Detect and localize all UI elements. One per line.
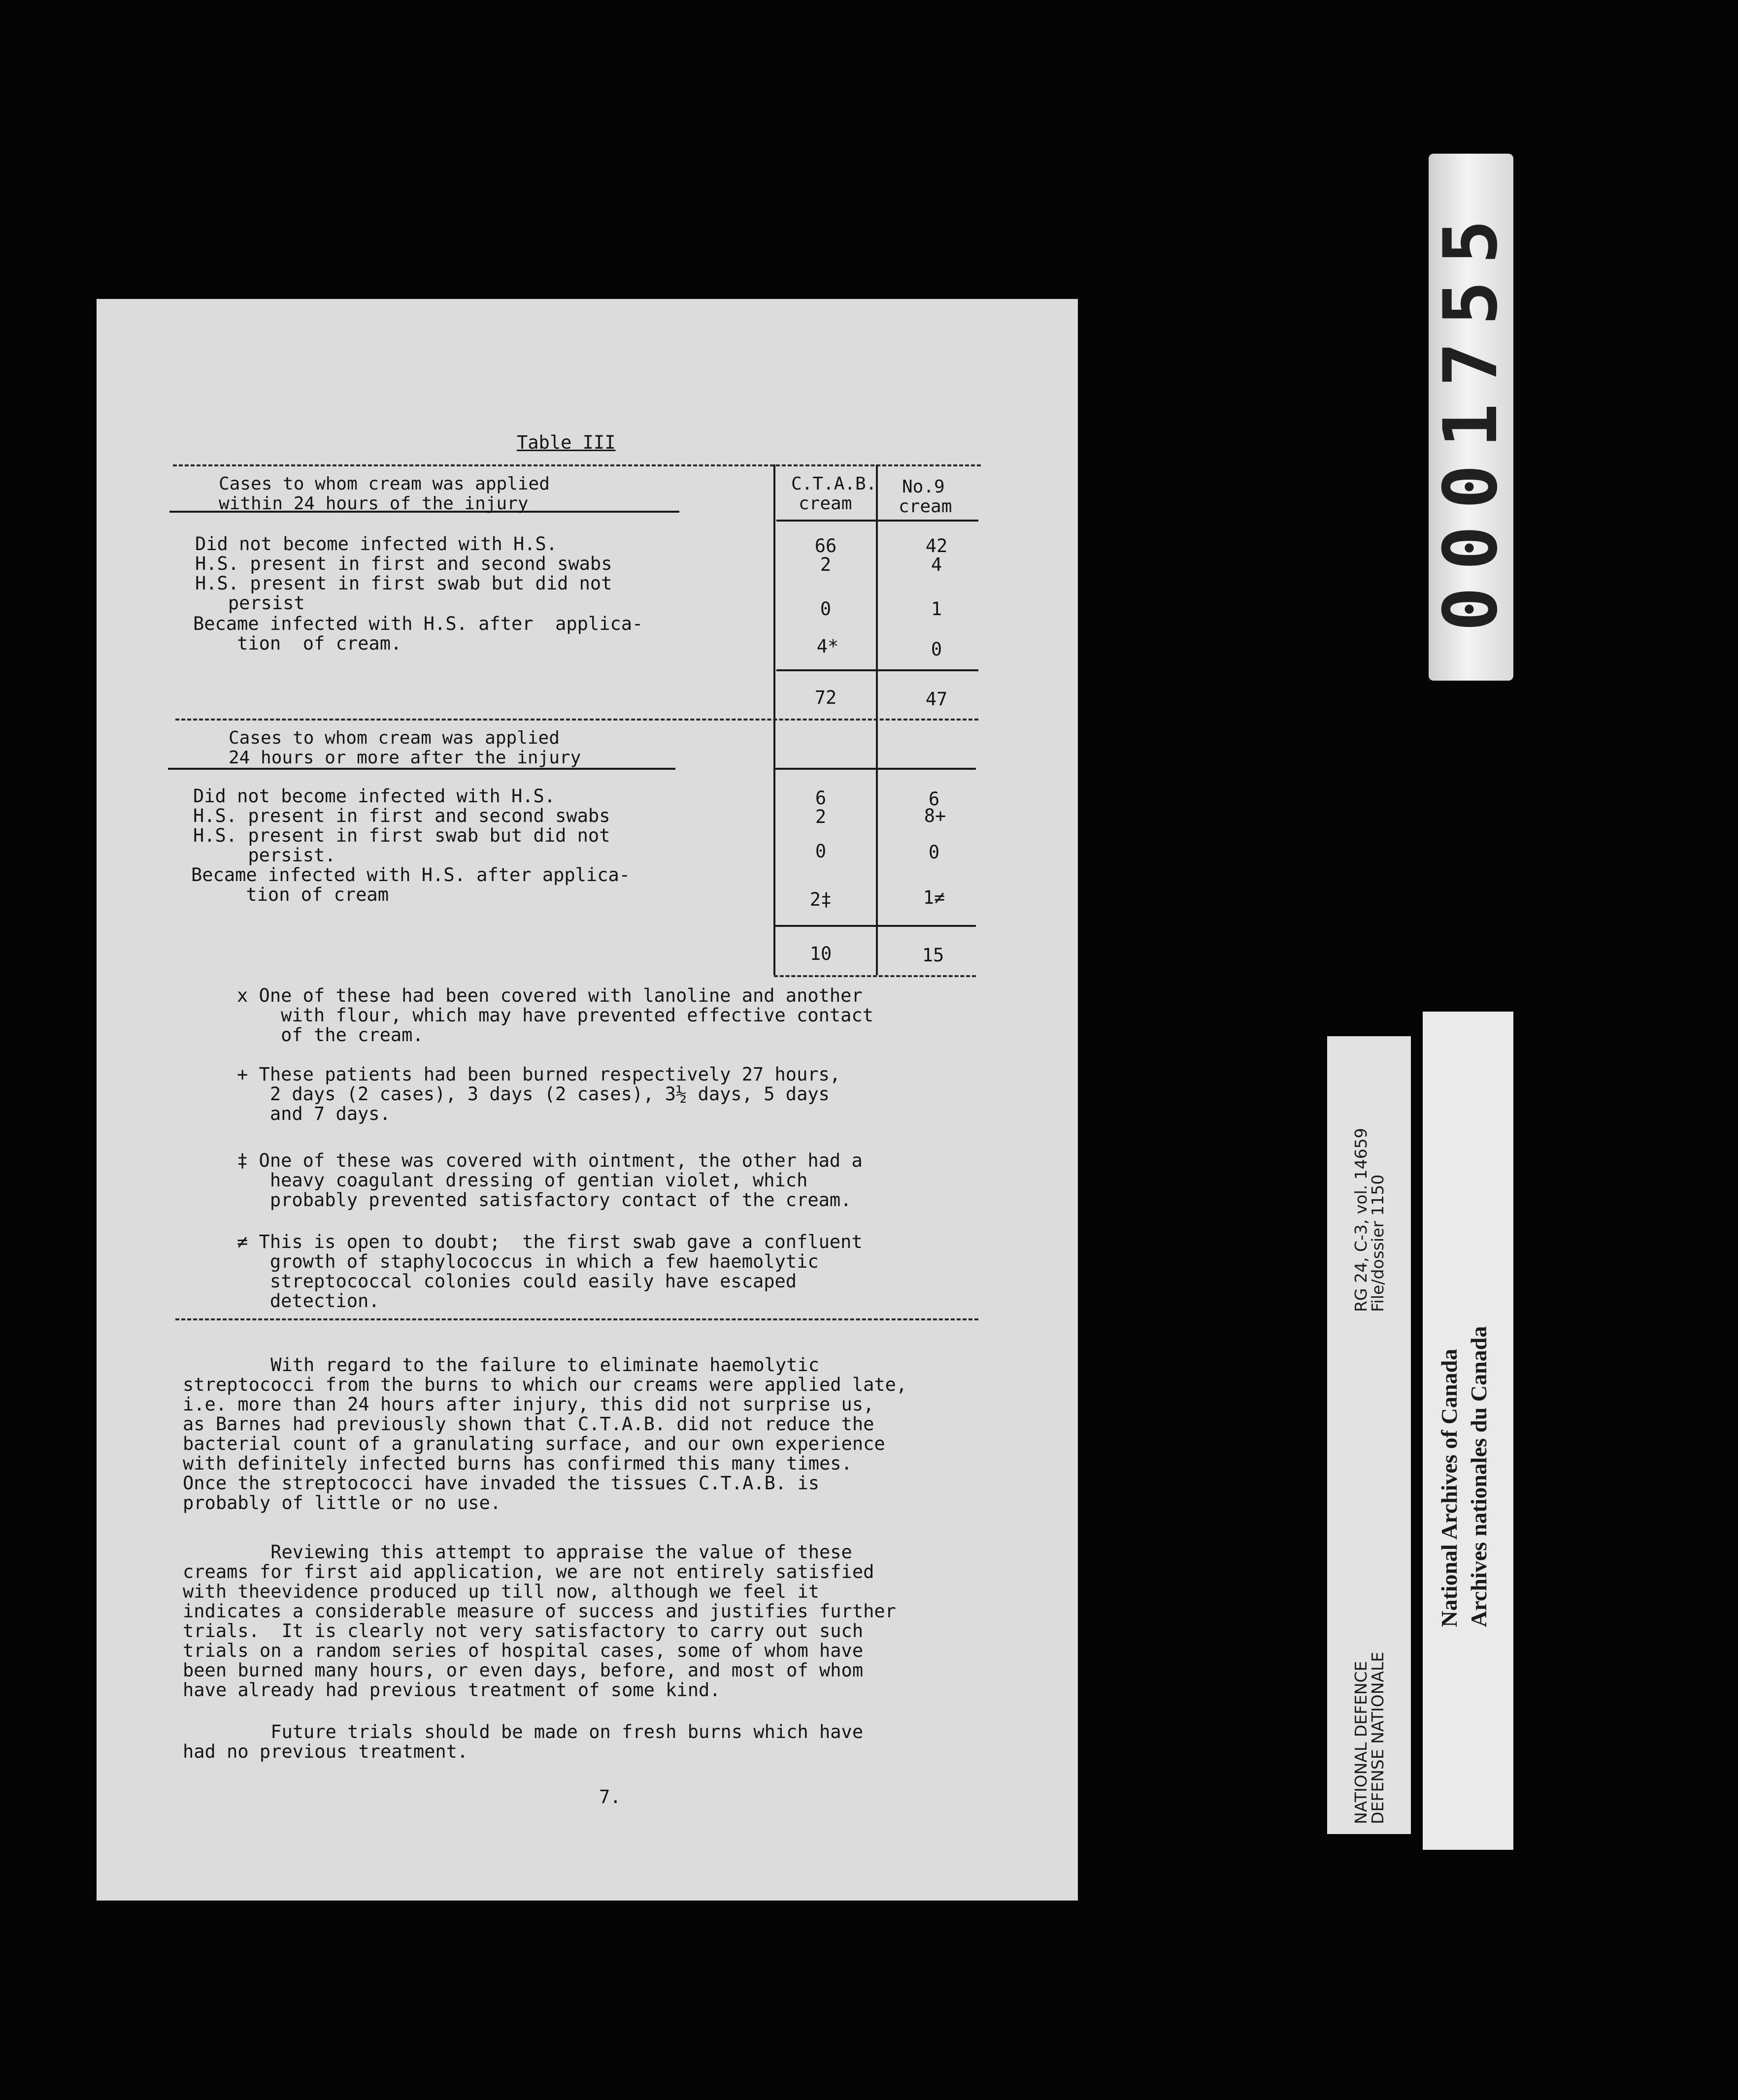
frame-number: 0001755 [1428,202,1514,632]
para1-line6: with definitely infected burns has confirmed this many times. [183,1453,852,1474]
s2-row4-label: Became infected with H.S. after applica- [191,864,631,886]
para1-line4: as Barnes had previously shown that C.T.A.B. did not reduce the [183,1413,874,1435]
footnote-plus-line2: 2 days (2 cases), 3 days (2 cases), 3½ days, 5 days [237,1083,830,1105]
section1-heading-line2: within 24 hours of the injury [219,493,529,514]
col2-header-line2: cream [899,496,952,517]
para2-line6: trials on a random series of hospital cases, some of whom have [183,1640,864,1661]
s1-row3-c2: 1 [931,598,942,620]
section1-heading-line1: Cases to whom cream was applied [219,474,550,494]
s2-total-c1: 10 [809,943,832,964]
s1-row3-label: H.S. present in first swab but did not [195,573,612,594]
document-page [97,299,1078,1901]
footnote-x-line3: of the cream. [237,1024,424,1046]
s1-total-c2: 47 [925,689,948,710]
footnote-x-line1: x One of these had been covered with lanoline and another [237,985,863,1006]
para1-line5: bacterial count of a granulating surface, and our own experience [183,1433,885,1454]
s2-row2-label: H.S. present in first and second swabs [193,805,610,826]
table-top-rule [173,464,981,466]
s1-row1-c2: 42 [925,535,948,557]
national-archives-label [1423,1012,1513,1850]
label-ref-line1: RG 24, C-3, vol. 14659 [1351,1128,1370,1312]
s1-row4-c1: 4* [816,636,839,657]
para3-line2: had no previous treatment. [183,1741,468,1762]
s2-row2-c2: 8+ [924,805,946,826]
label-archives-fr: Archives nationales du Canada [1466,1326,1491,1627]
s1-row2-label: H.S. present in first and second swabs [195,553,612,574]
footnotes-end-rule [175,1318,978,1320]
para2-line8: have already had previous treatment of some kind. [183,1679,721,1701]
s1-total-c1: 72 [814,687,837,708]
s1-row3-label-cont: persist [195,592,305,614]
s2-row3-c2: 0 [928,842,940,863]
footnote-neq-line2: growth of staphylococcus in which a few haemolytic [237,1251,819,1272]
footnote-neq-line3: streptococcal colonies could easily have escaped [237,1271,797,1292]
label-archives-en: National Archives of Canada [1437,1348,1462,1627]
section-divider [175,719,978,721]
table-bottom-rule [774,975,976,977]
para1-line2: streptococci from the burns to which our creams were applied late, [183,1374,907,1395]
s2-row2-c1: 2 [815,806,827,827]
para1-line8: probably of little or no use. [183,1492,501,1513]
section2-total-rule [774,925,976,927]
para1-line3: i.e. more than 24 hours after injury, this did not surprise us, [183,1394,874,1415]
archive-reference-label [1327,1036,1411,1834]
archive-frame-counter [1429,154,1513,681]
footnote-dagger-line1: ‡ One of these was covered with ointment, the other had a [237,1150,863,1171]
footnote-dagger-line2: heavy coagulant dressing of gentian violet, which [237,1170,808,1191]
label-defence-line1: NATIONAL DEFENCE [1351,1661,1370,1824]
page-number: 7. [599,1786,621,1807]
column-divider-right [876,464,878,975]
s2-row3-label-cont: persist. [193,845,336,866]
s2-row1-c2: 6 [928,788,940,810]
s1-row4-label: Became infected with H.S. after applica- [193,613,643,634]
footnote-dagger-line3: probably prevented satisfactory contact of the cream. [237,1189,852,1211]
para2-line7: been burned many hours, or even days, before, and most of whom [183,1660,864,1681]
s2-row1-c1: 6 [815,788,827,809]
label-defence-line2: DEFENSE NATIONALE [1368,1651,1387,1824]
section2-heading-line1: Cases to whom cream was applied [229,728,560,748]
para3-line1: Future trials should be made on fresh burns which have [183,1721,864,1742]
s1-row4-c2: 0 [931,639,942,660]
footnote-plus-line1: + These patients had been burned respectively 27 hours, [237,1064,841,1085]
s2-row4-label-cont: tion of cream [191,884,389,905]
s1-row2-c1: 2 [820,554,832,575]
label-ref-line2: File/dossier 1150 [1368,1174,1387,1312]
section2-col-rule [774,768,976,770]
para2-line1: Reviewing this attempt to appraise the value of these [183,1542,852,1563]
s1-row4-label-cont: tion of cream. [193,633,402,654]
section2-heading-underline [168,768,675,770]
s2-row4-c2: 1≠ [923,887,945,908]
s2-row3-label: H.S. present in first swab but did not [193,825,610,846]
col1-header-line1: C.T.A.B. [791,474,877,494]
footnote-x-line2: with flour, which may have prevented effective contact [237,1005,874,1026]
s2-row3-c1: 0 [815,841,827,862]
table-title: Table III [517,432,616,453]
s2-total-c2: 15 [922,945,944,966]
para1-line7: Once the streptococci have invaded the tissues C.T.A.B. is [183,1473,820,1494]
footnote-plus-line3: and 7 days. [237,1103,391,1124]
footnote-neq-line1: ≠ This is open to doubt; the first swab gave a confluent [237,1231,863,1252]
s1-row1-c1: 66 [814,535,837,557]
s1-row2-c2: 4 [931,554,942,575]
para2-line2: creams for first aid application, we are not entirely satisfied [183,1561,874,1582]
para2-line5: trials. It is clearly not very satisfactory to carry out such [183,1620,864,1641]
col1-header-line2: cream [799,493,852,514]
s1-row1-label: Did not become infected with H.S. [195,533,558,555]
s1-row3-c1: 0 [820,598,832,620]
section2-heading-line2: 24 hours or more after the injury [229,748,581,768]
para2-line3: with theevidence produced up till now, although we feel it [183,1581,820,1602]
s2-row4-c1: 2‡ [809,889,832,910]
column-divider-left [773,464,775,975]
footnote-neq-line4: detection. [237,1290,380,1312]
para2-line4: indicates a considerable measure of success and justifies further [183,1601,896,1622]
s2-row1-label: Did not become infected with H.S. [193,786,556,807]
para1-line1: With regard to the failure to eliminate haemolytic [183,1354,820,1376]
col2-header-line1: No.9 [902,477,945,497]
